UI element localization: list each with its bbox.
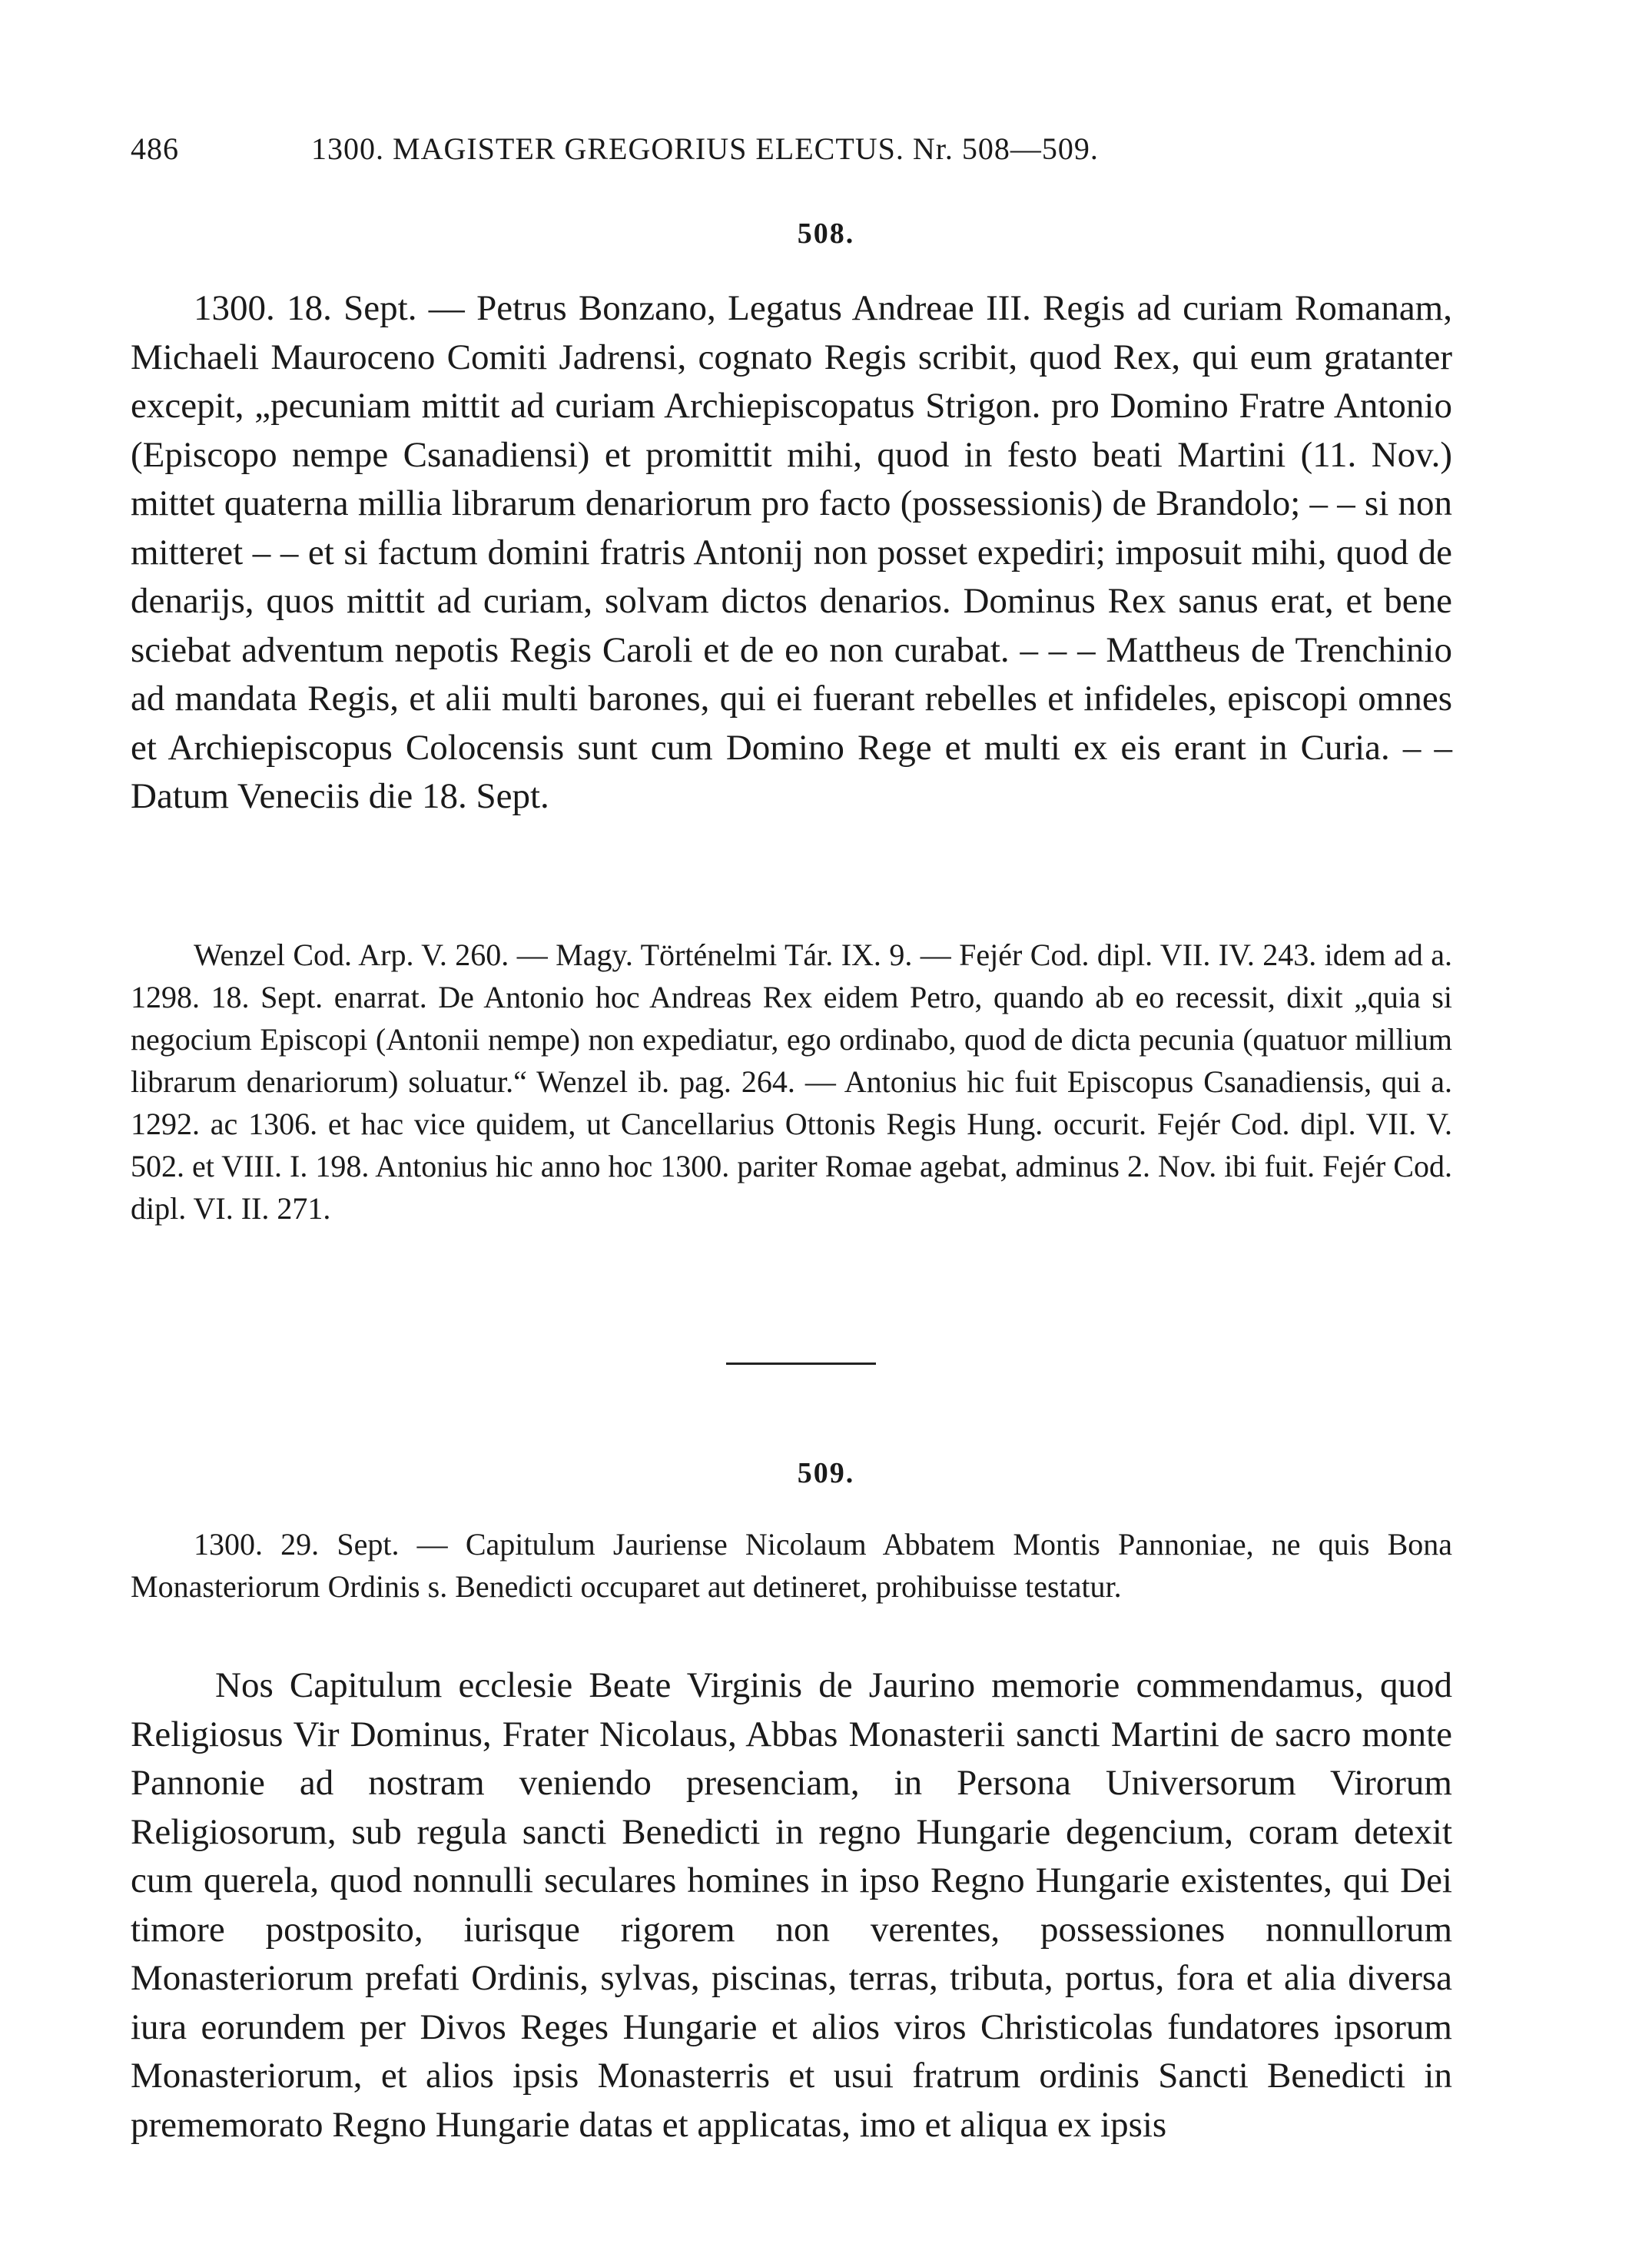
summary-paragraph: 1300. 18. Sept. — Petrus Bonzano, Legatus Andreae III. Regis ad curiam Romanam, Michaeli Mauroceno Comiti Jadrensi, cognato Regis scribit, quod Rex, qui eum gratanter excepit, „pecuniam mittit ad curiam Archiepiscopatus Strigon. pro Domino Fratre Antonio (Episcopo nempe Csanadiensi) et promittit mihi, quod in festo beati Martini (11. Nov.) mittet quaterna millia librarum denariorum pro facto (possessionis) de Brandolo; – – si non mitteret – – et si factum domini fratris Antonij non posset expediri; imposuit mihi, quod de denarijs, quos mittit ad curiam, solvam dictos denarios. Dominus Rex sanus erat, et bene sciebat adventum nepotis Regis Caroli et de eo non curabat. – – – Mattheus de Trenchinio ad mandata Regis, et alii multi barones, qui ei fuerant rebelles et infideles, episcopi omnes et Archiepiscopus Colocensis sunt cum Domino Rege et multi ex eis erant in Curia. – – Datum Veneciis die 18. Sept. — [131, 288, 1452, 816]
document-508-notes — [131, 934, 1452, 1230]
document-508-summary — [131, 284, 1452, 821]
document-509-charter — [131, 1661, 1452, 2149]
document-number-509: 509. — [797, 1457, 855, 1489]
document-509-summary — [131, 1523, 1452, 1608]
page-number: 486 — [131, 131, 179, 166]
document-number-508: 508. — [797, 217, 855, 250]
running-title: 1300. MAGISTER GREGORIUS ELECTUS. Nr. 508—509. — [311, 131, 1099, 166]
charter-text-paragraph: Nos Capitulum ecclesie Beate Virginis de Jaurino memorie commendamus, quod Religiosus Vir Dominus, Frater Nicolaus, Abbas Monasterii sancti Martini de sacro monte Pannonie ad nostram veniendo presenciam, in Persona Universorum Virorum Religiosorum, sub regula sancti Benedicti in regno Hungarie degencium, coram detexit cum querela, quod nonnulli seculares homines in ipso Regno Hungarie existentes, qui Dei timore postposito, iurisque rigorem non verentes, possessiones nonnullorum Monasteriorum prefati Ordinis, sylvas, piscinas, terras, tributa, portus, fora et alia diversa iura eorundem per Divos Reges Hungarie et alios viros Christicolas fundatores ipsorum Monasteriorum, et alios ipsis Monasterris et usui fratrum ordinis Sancti Benedicti in prememorato Regno Hungarie datas et applicatas, imo et aliqua ex ipsis — [131, 1665, 1452, 2145]
section-separator — [726, 1363, 876, 1365]
summary-paragraph: 1300. 29. Sept. — Capitulum Jauriense Nicolaum Abbatem Montis Pannoniae, ne quis Bona Monasteriorum Ordinis s. Benedicti occuparet aut detineret, prohibuisse testatur. — [131, 1527, 1452, 1604]
source-notes-paragraph: Wenzel Cod. Arp. V. 260. — Magy. Történelmi Tár. IX. 9. — Fejér Cod. dipl. VII. IV. 243. idem ad a. 1298. 18. Sept. enarrat. De Antonio hoc Andreas Rex eidem Petro, quando ab eo recessit, dixit „quia si negocium Episcopi (Antonii nempe) non expediatur, ego ordinabo, quod de dicta pecunia (quatuor millium librarum denariorum) soluatur.“ Wenzel ib. pag. 264. — Antonius hic fuit Episcopus Csanadiensis, qui a. 1292. ac 1306. et hac vice quidem, ut Cancellarius Ottonis Regis Hung. occurit. Fejér Cod. dipl. VII. V. 502. et VIII. I. 198. Antonius hic anno hoc 1300. pariter Romae agebat, adminus 2. Nov. ibi fuit. Fejér Cod. dipl. VI. II. 271. — [131, 938, 1452, 1226]
running-header — [131, 131, 1445, 177]
